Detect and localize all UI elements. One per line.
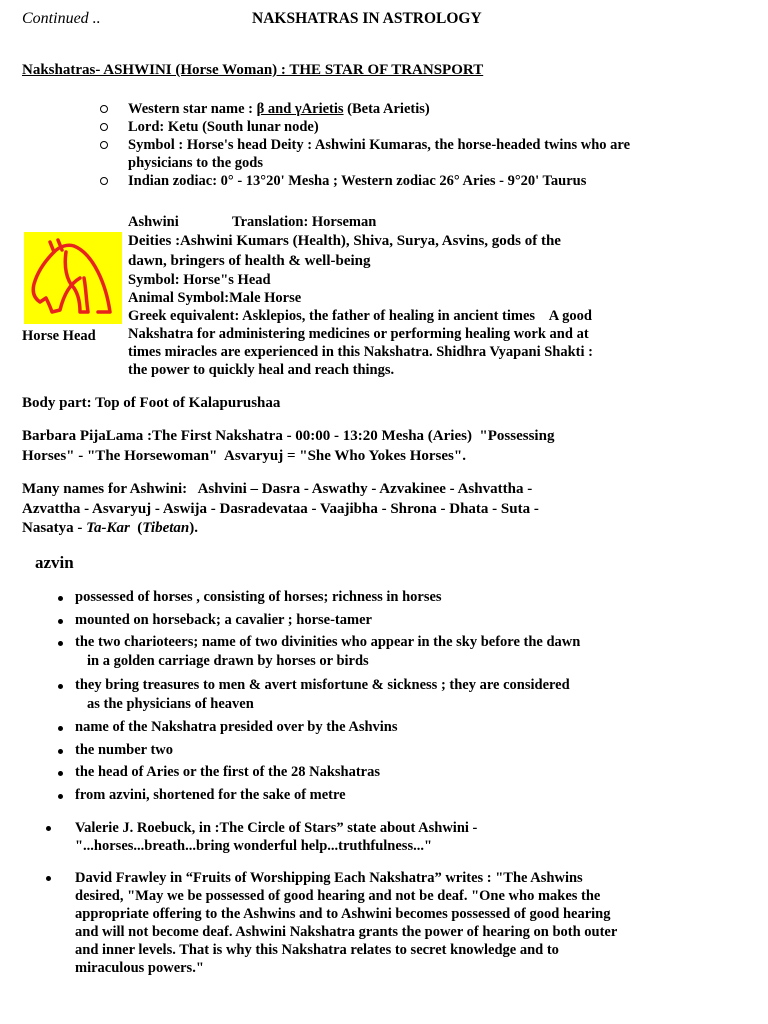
bullet-icon — [58, 771, 63, 776]
bullet-icon — [46, 826, 51, 831]
greek-line-2: Nakshatra for administering medicines or performing healing work and at — [128, 326, 589, 342]
bullet-icon — [58, 596, 63, 601]
animal-symbol-line: Animal Symbol:Male Horse — [128, 290, 302, 306]
bullet-icon — [58, 641, 63, 646]
bullet-icon — [58, 749, 63, 754]
barbara-paragraph: Barbara PijaLama :The First Nakshatra - 00:00 - 13:20 Mesha (Aries) "Possessing Horses" - "The Horsewoman" Asvaryuj = "She Who Yokes Horses". — [22, 428, 555, 464]
greek-line-3: times miracles are experienced in this Nakshatra. Shidhra Vyapani Shakti : — [128, 344, 593, 360]
page-title: NAKSHATRAS IN ASTROLOGY — [252, 10, 482, 27]
bullet-icon — [58, 726, 63, 731]
bullet-icon — [58, 684, 63, 689]
continued-label: Continued .. — [22, 10, 101, 27]
circle-bullet-icon — [100, 137, 110, 147]
nakshatra-name: Ashwini — [128, 214, 179, 230]
symbol-line: Symbol: Horse"s Head — [128, 272, 271, 288]
section-heading: Nakshatras- ASHWINI (Horse Woman) : THE STAR OF TRANSPORT — [22, 62, 484, 78]
many-names-paragraph: Many names for Ashwini: Ashvini – Dasra - Aswathy - Azvakinee - Ashvattha - Azvattha - Asvaryuj - Aswija - Dasradevataa - Vaajibha - Shrona - Dhata - Suta - Nasatya - Ta-Kar (Tibetan). — [22, 481, 539, 536]
translation: Translation: Horseman — [232, 214, 377, 230]
bullet-icon — [46, 876, 51, 881]
bullet-icon — [58, 619, 63, 624]
quotes-list: Valerie J. Roebuck, in :The Circle of Stars” state about Ashwini - "...horses...breath...bring wonderful help...truthfulness..." David Frawley in “Fruits of Worshipping Each Nakshatra” writes : "The Ashwins desired, "May we be possessed of good hearing and not be deaf. "One who makes the appropriate offering to the Ashwins and to Ashwini becomes possessed of good hearing and will not become deaf. Ashwini Nakshatra grants the power of hearing on both outer and inner levels. That is why this Nakshatra relates to secret knowledge and to miraculous powers." — [46, 819, 736, 979]
azvin-heading: azvin — [35, 553, 74, 572]
circle-bullet-icon — [100, 119, 110, 129]
deities-line-2: dawn, bringers of health & well-being — [128, 252, 371, 269]
azvin-list: possessed of horses , consisting of horses; richness in horses mounted on horseback; a cavalier ; horse-tamer the two charioteers; name of two divinities who appear in the sky before the dawn in a golden carriage drawn by horses or birds they bring treasures to men & avert misfortune & sickness ; they are considered as the physicians of heaven name of the Nakshatra presided over by the Ashvins the number two the head of Aries or the first of the 28 Nakshatras from azvini, shortened for the sake of metre — [58, 588, 738, 808]
deities-line-1: Deities :Ashwini Kumars (Health), Shiva, Surya, Asvins, gods of the — [128, 233, 561, 249]
body-part: Body part: Top of Foot of Kalapurushaa — [22, 395, 281, 411]
greek-line-1: Greek equivalent: Asklepios, the father of healing in ancient times A good — [128, 308, 592, 324]
ashwini-info — [128, 213, 658, 379]
bullet-icon — [58, 794, 63, 799]
circle-bullet-icon — [100, 101, 110, 111]
circle-bullet-icon — [100, 173, 110, 183]
logo-caption: Horse Head — [22, 328, 96, 344]
horse-head-icon — [24, 232, 122, 324]
star-facts-list: Western star name : β and γArietis (Beta Arietis) Lord: Ketu (South lunar node) Symbol : Horse's head Deity : Ashwini Kumaras, the horse-headed twins who are physicians to the gods Indian zodiac: 0° - 13°20' Mesha ; Western zodiac 26° Aries - 9°20' Taurus — [100, 100, 740, 196]
greek-line-4: the power to quickly heal and reach things. — [128, 362, 395, 378]
